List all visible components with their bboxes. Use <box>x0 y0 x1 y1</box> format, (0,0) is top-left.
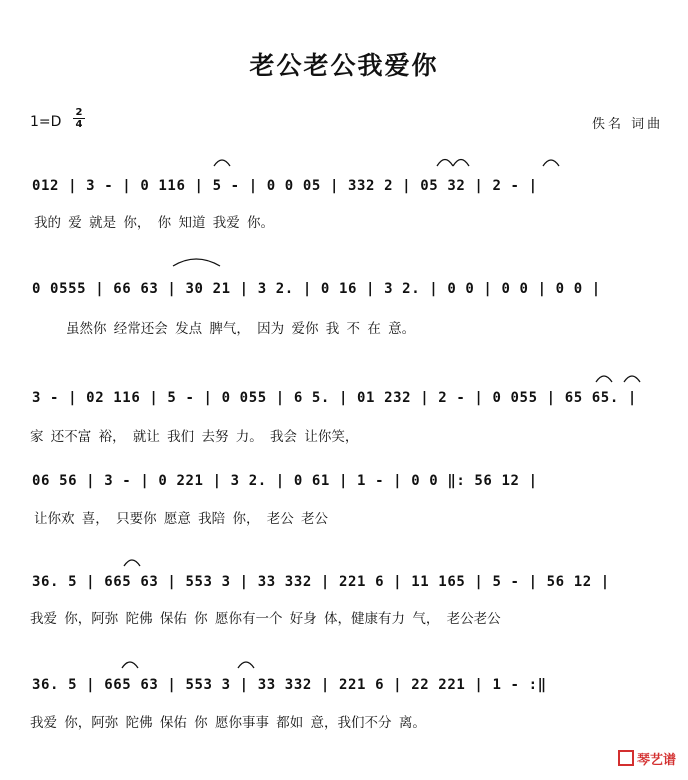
score-line-1-notes: 012 | 3 - | 0 116 | 5 - | 0 0 05 | 332 2 | 05 32 | 2 - | <box>32 178 538 194</box>
score-line-2-notes: 0 0555 | 66 63 | 30 21 | 3 2. | 0 16 | 3 2. | 0 0 | 0 0 | 0 0 | <box>32 281 601 297</box>
slur-arc <box>122 662 138 668</box>
score-line-6-lyrics: 我爱 你，阿弥 陀佛 保佑 你 愿你事事 都如 意，我们不分 离。 <box>30 715 426 731</box>
song-title: 老公老公我爱你 <box>249 51 439 80</box>
key-signature: 1=D <box>30 114 62 130</box>
slur-arc <box>124 560 140 566</box>
time-bottom: 4 <box>75 119 83 130</box>
score-line-2-lyrics: 虽然你 经常还会 发点 脾气， 因为 爱你 我 不 在 意。 <box>66 321 416 337</box>
score-line-4-notes: 06 56 | 3 - | 0 221 | 3 2. | 0 61 | 1 - | 0 0 ‖: 56 12 | <box>32 473 538 489</box>
slur-arc <box>596 376 612 382</box>
score-line-3-notes: 3 - | 02 116 | 5 - | 0 055 | 6 5. | 01 232 | 2 - | 0 055 | 65 65. | <box>32 390 637 406</box>
slur-arc <box>173 259 220 266</box>
slur-arc <box>453 160 469 167</box>
score-line-5-lyrics: 我爱 你，阿弥 陀佛 保佑 你 愿你有一个 好身 体，健康有力 气， 老公老公 <box>30 611 501 627</box>
slur-arc <box>543 160 559 166</box>
slur-arc <box>437 160 453 167</box>
time-top: 2 <box>75 107 83 118</box>
logo-icon <box>618 750 634 766</box>
slur-arc <box>624 376 640 382</box>
score-line-5-notes: 36. 5 | 665 63 | 553 3 | 33 332 | 221 6 | 11 165 | 5 - | 56 12 | <box>32 574 610 590</box>
score-line-4-lyrics: 让你欢 喜， 只要你 愿意 我陪 你， 老公 老公 <box>34 511 329 527</box>
site-logo: 琴艺谱 <box>618 749 676 768</box>
score-line-6-notes: 36. 5 | 665 63 | 553 3 | 33 332 | 221 6 | 22 221 | 1 - :‖ <box>32 677 547 693</box>
score-line-1-lyrics: 我的 爱 就是 你， 你 知道 我爱 你。 <box>34 215 275 231</box>
slur-arc <box>238 662 254 668</box>
score-line-3-lyrics: 家 还不富 裕， 就让 我们 去努 力。 我会 让你笑， <box>30 429 359 445</box>
credit: 佚名 词曲 <box>592 117 664 132</box>
slur-arc <box>214 160 230 166</box>
